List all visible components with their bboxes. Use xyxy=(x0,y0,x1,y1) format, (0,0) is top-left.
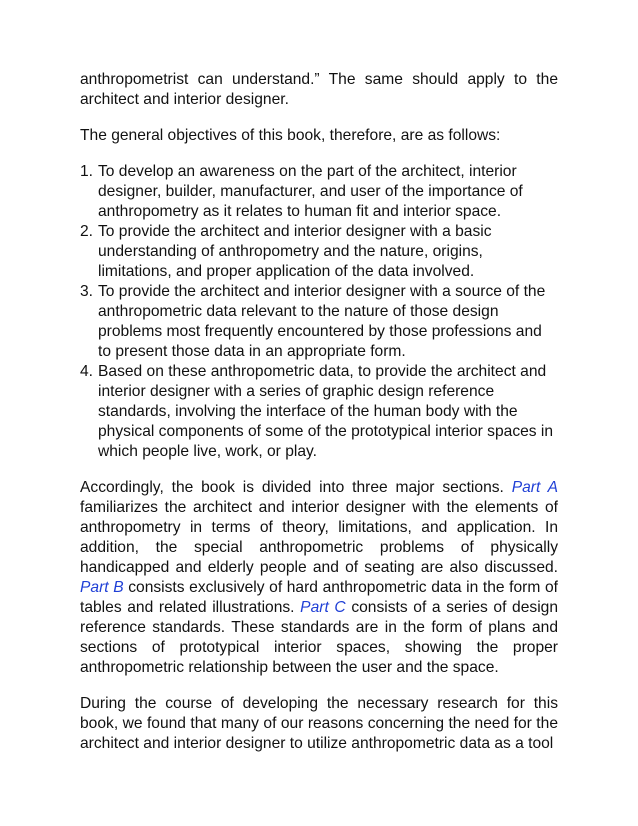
part-c-description: consists of a series of design reference standards. These standards are in the form of plans and sections of prototypical interior spaces, showing the proper anthropometric relationship between the user and the space. xyxy=(80,599,559,676)
objective-text: To develop an awareness on the part of the architect, interior designer, builder, manufacturer, and user of the importance of anthropometry as it relates to human fit and interior space. xyxy=(98,163,523,220)
part-a-link[interactable]: Part A xyxy=(511,479,558,496)
intro-continuation-paragraph: anthropometrist can understand.” The same should apply to the architect and interior designer. xyxy=(80,71,558,108)
objective-text: To provide the architect and interior designer with a basic understanding of anthropometry and the nature, origins, limitations, and proper application of the data involved. xyxy=(98,223,492,280)
part-b-link[interactable]: Part B xyxy=(80,579,124,596)
objective-number: 1. xyxy=(80,163,94,180)
objective-item xyxy=(80,362,558,462)
objective-item xyxy=(80,162,558,222)
objective-text: To provide the architect and interior designer with a source of the anthropometric data relevant to the nature of those design problems most frequently encountered by those professions and to present those data in an appropriate form. xyxy=(98,283,546,360)
objective-text: Based on these anthropometric data, to provide the architect and interior designer with a series of graphic design reference standards, involving the interface of the human body with the physical components of some of the prototypical interior spaces in which people live, work, or play. xyxy=(98,363,554,460)
objective-number: 3. xyxy=(80,283,94,300)
sections-text-intro: Accordingly, the book is divided into three major sections. xyxy=(80,479,504,496)
objective-item xyxy=(80,282,558,362)
closing-paragraph: During the course of developing the necessary research for this book, we found that many of our reasons concerning the need for the architect and interior designer to utilize anthropometric data as a tool xyxy=(80,695,558,752)
objective-item xyxy=(80,222,558,282)
objectives-lead-paragraph: The general objectives of this book, therefore, are as follows: xyxy=(80,127,501,144)
part-b-description: consists exclusively of hard anthropometric data in the form of tables and related illustrations. xyxy=(80,579,558,616)
sections-paragraph xyxy=(80,478,558,678)
part-c-link[interactable]: Part C xyxy=(300,599,346,616)
text-column xyxy=(80,70,558,770)
objective-number: 4. xyxy=(80,363,94,380)
objectives-list xyxy=(80,162,558,462)
objective-number: 2. xyxy=(80,223,94,240)
part-a-description: familiarizes the architect and interior designer with the elements of anthropometry in terms of theory, limitations, and application. In addition, the special anthropometric problems of physically handicapped and elderly people and of seating are also discussed. xyxy=(80,499,558,576)
